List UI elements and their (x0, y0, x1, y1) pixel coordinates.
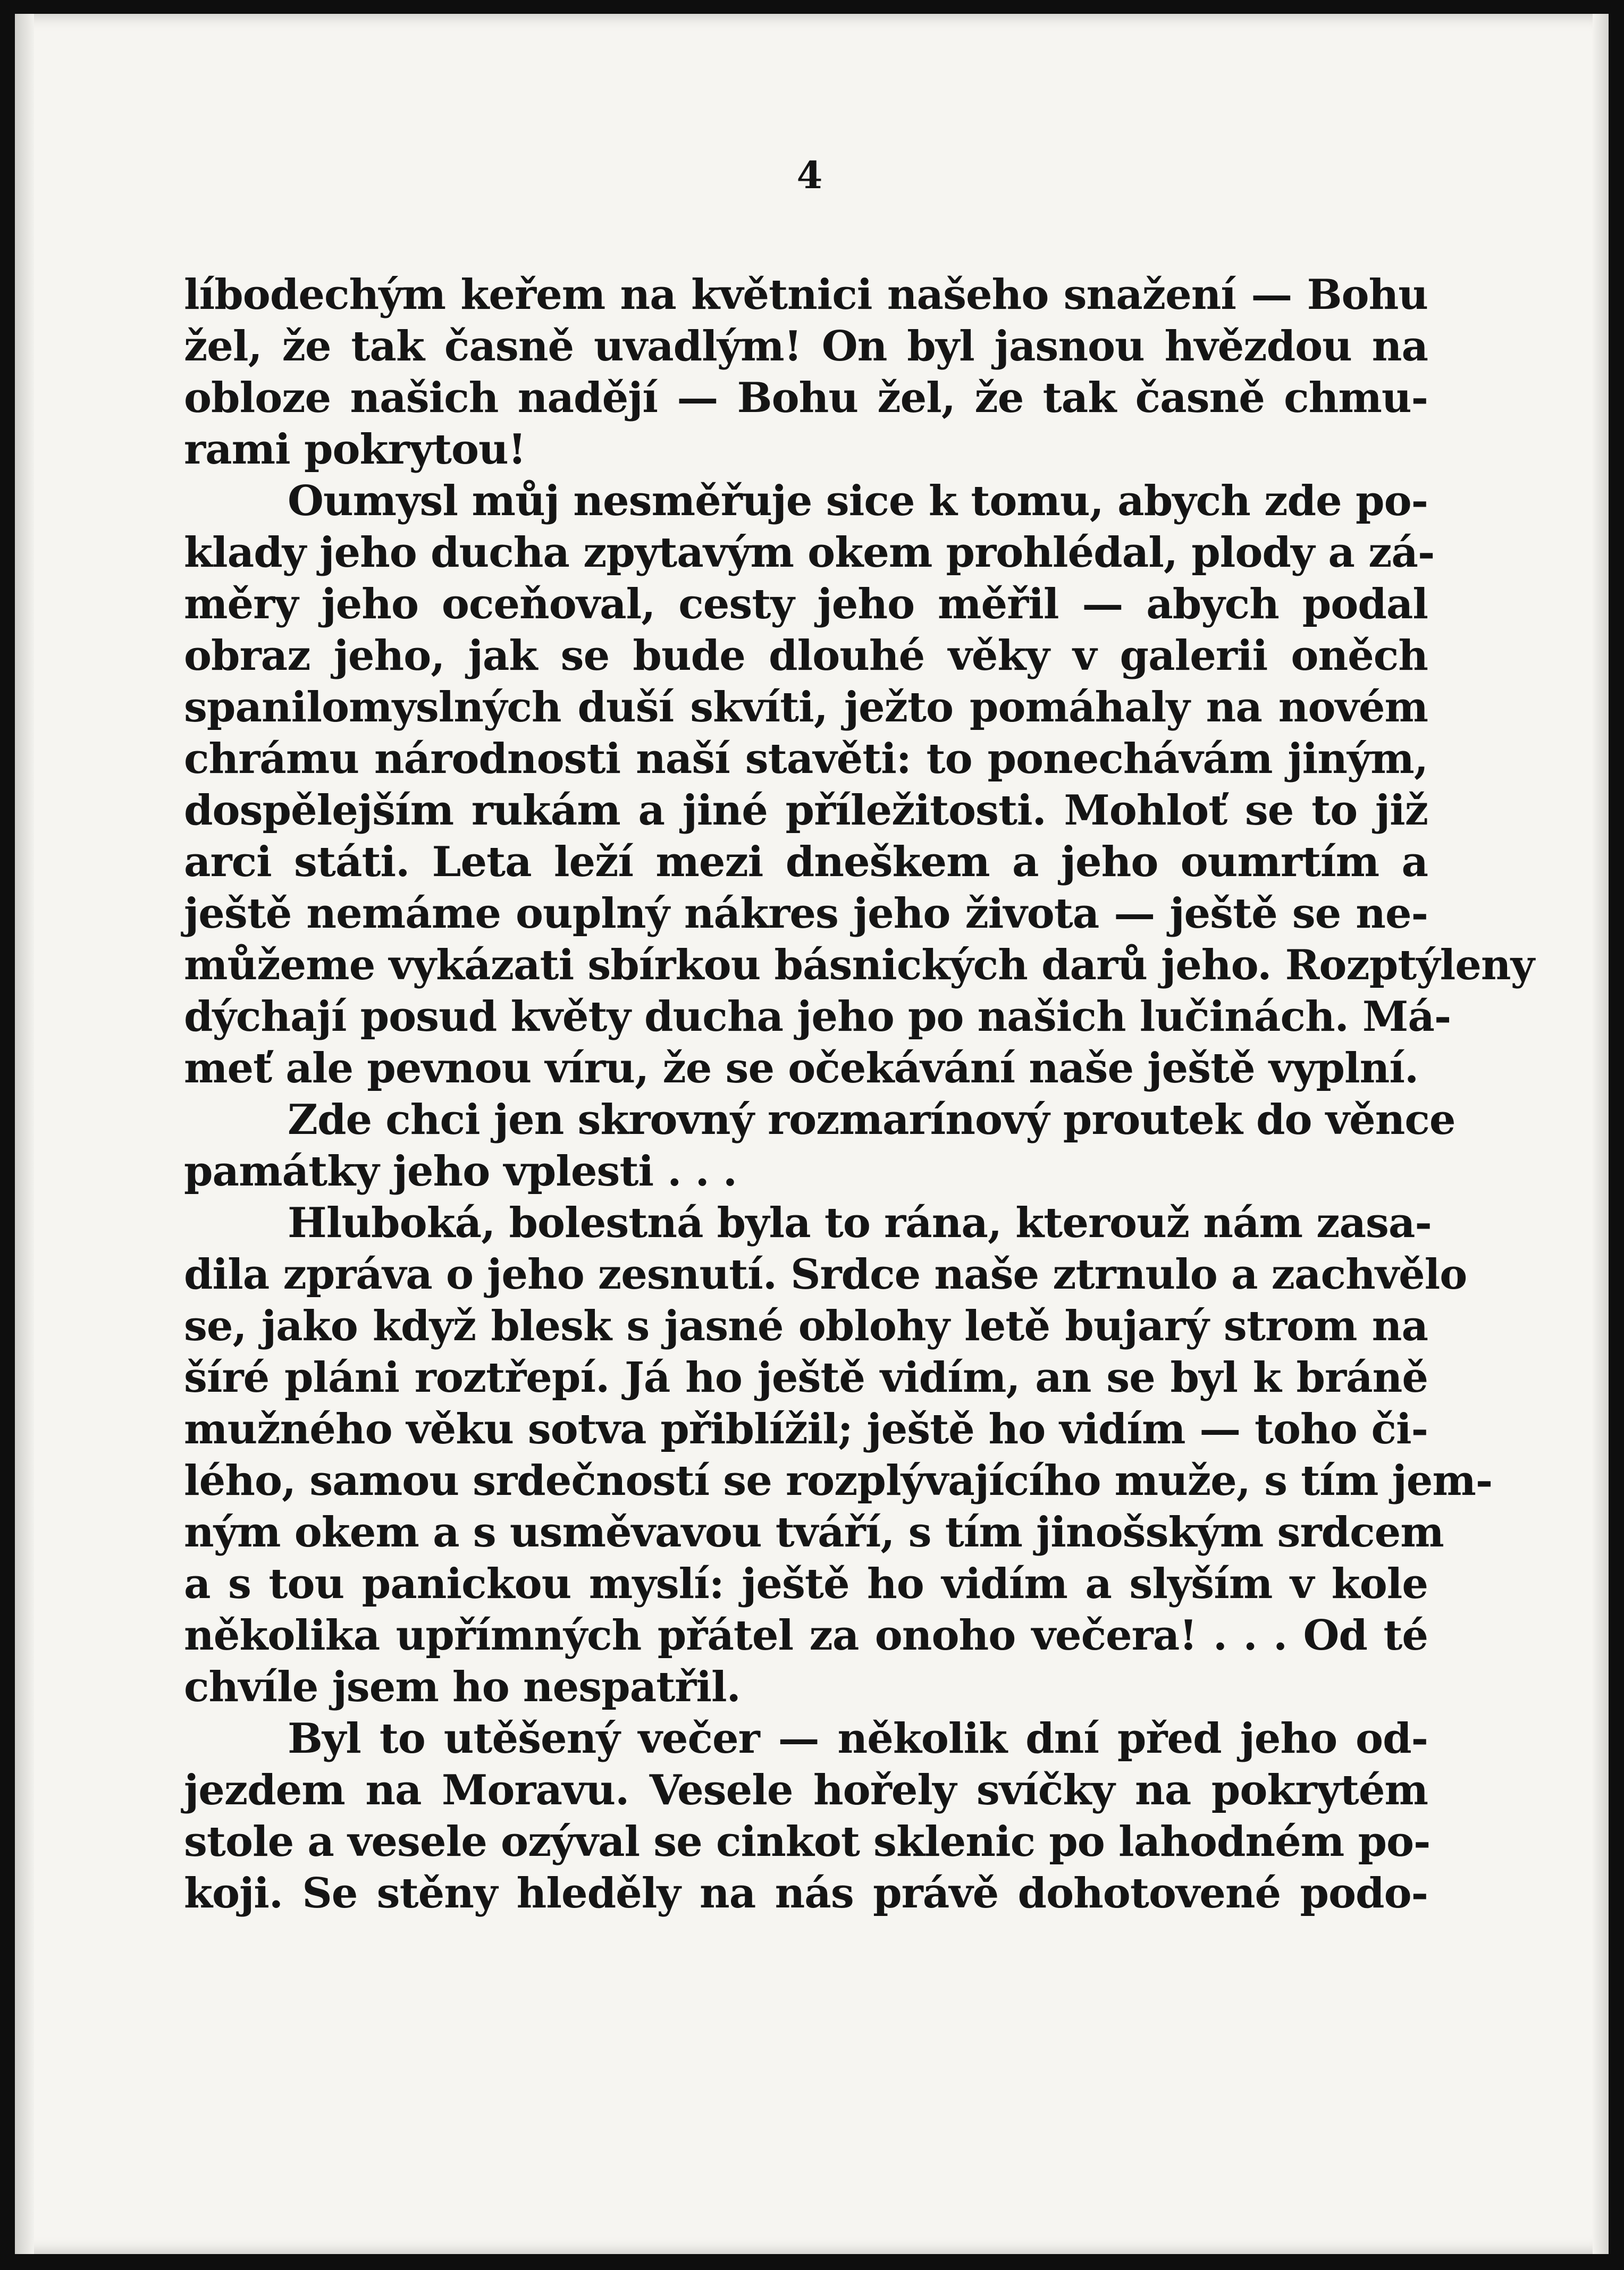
text-line: meť ale pevnou víru, že se očekávání naše ještě vyplní. (184, 1044, 1419, 1092)
page-number: 4 (796, 153, 823, 197)
text-line: chrámu národnosti naší stavěti: to ponechávám jiným, (184, 735, 1428, 783)
text-line: několika upřímných přátel za onoho večera! . . . Od té (184, 1611, 1428, 1660)
text-line: stole a vesele ozýval se cinkot sklenic po lahodném po- (184, 1818, 1431, 1866)
text-line: dila zpráva o jeho zesnutí. Srdce naše ztrnulo a zachvělo (184, 1250, 1467, 1299)
text-line: šíré pláni roztřepí. Já ho ještě vidím, an se byl k bráně (184, 1353, 1428, 1402)
body-text (184, 269, 1534, 1919)
text-line: Byl to utěšený večer — několik dní před jeho od- (288, 1714, 1428, 1763)
text-line: můžeme vykázati sbírkou básnických darů jeho. Rozptýleny (184, 941, 1534, 989)
text-line: chvíle jsem ho nespatřil. (184, 1663, 741, 1711)
text-line: dýchají posud květy ducha jeho po našich lučinách. Má- (184, 993, 1451, 1041)
text-line: ještě nemáme ouplný nákres jeho života — ještě se ne- (184, 889, 1428, 938)
text-line: jezdem na Moravu. Vesele hořely svíčky na pokrytém (184, 1766, 1428, 1814)
text-line: památky jeho vplesti . . . (184, 1147, 737, 1196)
page-left-edge (15, 14, 34, 2254)
text-line: dospělejším rukám a jiné příležitosti. Mohloť se to již (184, 786, 1428, 835)
text-line: se, jako když blesk s jasné oblohy letě bujarý strom na (184, 1302, 1428, 1350)
text-line: ným okem a s usměvavou tváří, s tím jinošským srdcem (184, 1508, 1444, 1557)
book-page (15, 14, 1609, 2254)
text-line: lého, samou srdečností se rozplývajícího muže, s tím jem- (184, 1457, 1493, 1505)
text-line: spanilomyslných duší skvíti, ježto pomáhaly na novém (184, 683, 1428, 732)
text-line: Zde chci jen skrovný rozmarínový proutek do věnce (288, 1096, 1455, 1144)
text-line: a s tou panickou myslí: ještě ho vidím a slyším v kole (184, 1560, 1428, 1608)
text-line: obraz jeho, jak se bude dlouhé věky v galerii oněch (184, 632, 1428, 680)
text-line: měry jeho oceňoval, cesty jeho měřil — abych podal (184, 580, 1428, 628)
text-line: obloze našich nadějí — Bohu žel, že tak časně chmu- (184, 374, 1428, 422)
text-line: klady jeho ducha zpytavým okem prohlédal, plody a zá- (184, 528, 1435, 577)
text-line: žel, že tak časně uvadlým! On byl jasnou hvězdou na (184, 322, 1428, 371)
text-line: koji. Se stěny hleděly na nás právě dohotovené podo- (184, 1869, 1428, 1918)
text-line: rami pokrytou! (184, 425, 526, 474)
text-line: líbodechým keřem na květnici našeho snažení — Bohu (184, 271, 1428, 319)
text-line: Oumysl můj nesměřuje sice k tomu, abych zde po- (288, 477, 1428, 525)
page-right-edge (1593, 14, 1609, 2254)
text-line: arci státi. Leta leží mezi dneškem a jeho oumrtím a (184, 838, 1428, 886)
text-line: Hluboká, bolestná byla to rána, kterouž nám zasa- (288, 1199, 1432, 1247)
text-line: mužného věku sotva přiblížil; ještě ho vidím — toho či- (184, 1405, 1428, 1453)
